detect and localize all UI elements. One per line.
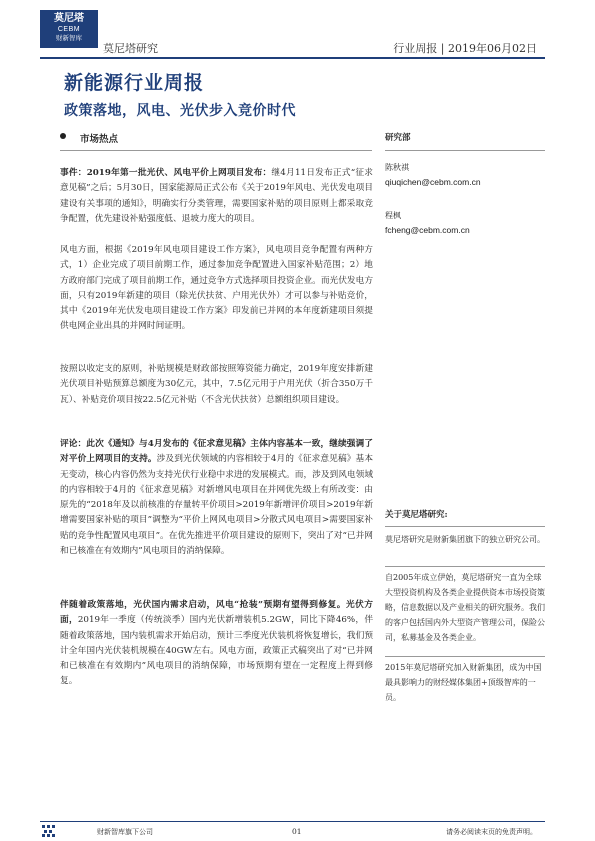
header-brand: 莫尼塔研究: [103, 42, 158, 55]
report-date: | 2019年06月02日: [440, 42, 537, 55]
section-heading: 市场热点: [80, 134, 119, 145]
about-title: 关于莫尼塔研究:: [385, 510, 448, 520]
paragraph-event: [60, 166, 373, 227]
footer-company: 财新智库旗下公司: [97, 828, 153, 836]
paragraph-subsidy: [60, 362, 373, 408]
about-text-1: 莫尼塔研究是财新集团旗下的独立研究公司。: [385, 535, 545, 544]
analyst-name: 程枫: [385, 211, 401, 220]
paragraph-text: 2019年一季度（传统淡季）国内光伏新增装机5.2GW，同比下降46%，伴随着政策落地，国内装机需求开始启动，预计三季度光伏装机将恢复增长，我们预计全年国内光伏装机规模在40GW左右。风电方面，政策正式稿突出了对“已并网和已核准在有效期内”风电项目的消纳保障，市场预期有望在一定程度上得到修复。: [60, 615, 374, 687]
footer-page-number: 01: [292, 827, 302, 836]
analyst-1: [385, 160, 549, 190]
footer-rule: [40, 821, 545, 822]
about-text-2: 自2005年成立伊始，莫尼塔研究一直为全球大型投资机构及各类企业提供资本市场投资策略，信息数据以及产业相关的研究服务。我们的客户包括国内外大型资产管理公司，保险公司，私募基金及各类企业。: [385, 573, 545, 642]
header-report-info: [393, 40, 537, 56]
header-rule: [40, 57, 545, 59]
about-divider: [385, 566, 545, 567]
paragraph-wind: [60, 243, 373, 335]
paragraph-lead: 评论：此次《通知》与4月发布的《征求意见稿》主体内容基本一致，继续强调了对平价上网项目的支持。: [60, 439, 373, 465]
paragraph-lead: 事件：2019年第一批光伏、风电平价上网项目发布：: [60, 168, 272, 178]
paragraph-outlook: [60, 598, 373, 690]
paragraph-text: 涉及到光伏领域的内容相较于4月的《征求意见稿》基本无变动，核心内容仍然为支持光伏行业稳中求进的发展模式。而，涉及到风电领域的内容相较于4月的《征求意见稿》对新增风电项目在并网优先级上有所改变：由原先的“2018年及以前核准的存量转平价项目>2019年新增评价项目>2019年新增需要国家补贴的项目”调整为“平价上网风电项目>分散式风电项目>需要国家补贴的竞争性配置风电项目”。在优先推进平价项目建设的原则下，突出了对“已并网和已核准在有效期内”风电项目的消纳保障。: [60, 454, 374, 557]
section-bullet: [60, 133, 66, 139]
analyst-2: [385, 208, 549, 238]
analyst-name: 陈秋祺: [385, 163, 409, 172]
research-dept-label: 研究部: [385, 133, 411, 143]
about-divider: [385, 656, 545, 657]
paragraph-comment: [60, 437, 373, 559]
about-text-3: 2015年莫尼塔研究加入财新集团，成为中国最具影响力的财经媒体集团+顶级智库的一员。: [385, 663, 542, 702]
paragraph-text: 风电方面，根据《2019年风电项目建设工作方案》，风电项目竞争配置有两种方式，1）企业完成了项目前期工作，通过参加竞争配置进入国家补贴范围；2）地方政府部门完成了项目前期工作，通过竞争方式选择项目投资企业。而光伏发电方面，只有2019年新建的项目（除光伏扶贫、户用光伏外）才可以参与补贴竞价，其中《2019年光伏发电项目建设工作方案》印发前已并网的本年度新建项目须提供电网企业出具的并网时间证明。: [60, 245, 373, 332]
report-title: 新能源行业周报: [64, 72, 205, 94]
about-rule: [385, 526, 545, 527]
paragraph-text: 按照以收定支的原则，补贴规模是财政部按照筹资能力确定，2019年度安排新建光伏项目补贴预算总额度为30亿元，其中，7.5亿元用于户用光伏（折合350万千瓦）、补贴竞价项目按22.5亿元补贴（不含光伏扶贫）总额组织项目建设。: [60, 364, 373, 405]
paragraph-lead: 伴随着政策落地，光伏国内需求启动，风电“抢装”预期有望得到修复。光伏方面，: [60, 600, 373, 626]
sidebar-rule: [385, 150, 545, 151]
section-rule: [60, 150, 372, 151]
analyst-email[interactable]: fcheng@cebm.com.cn: [385, 225, 470, 235]
cebm-logo: [40, 10, 98, 48]
report-subtitle: 政策落地，风电、光伏步入竞价时代: [64, 103, 296, 119]
grid-logo-icon: [40, 823, 96, 839]
logo-sub: 财新智库: [56, 35, 82, 42]
logo-en: CEBM: [57, 26, 81, 33]
paragraph-text: 继4月11日发布正式“征求意见稿”之后；5月30日，国家能源局正式公布《关于2019年风电、光伏发电项目建设有关事项的通知》，明确实行分类管理，需要国家补贴的项目原则上都采取竞争配置，优先建设补贴强度低、退坡力度大的项目。: [60, 168, 373, 224]
analyst-email[interactable]: qiuqichen@cebm.com.cn: [385, 177, 481, 187]
report-type: 行业周报: [393, 42, 438, 55]
logo-cn: 莫尼塔: [54, 13, 84, 24]
footer-disclaimer: 请务必阅读末页的免责声明。: [446, 828, 537, 836]
